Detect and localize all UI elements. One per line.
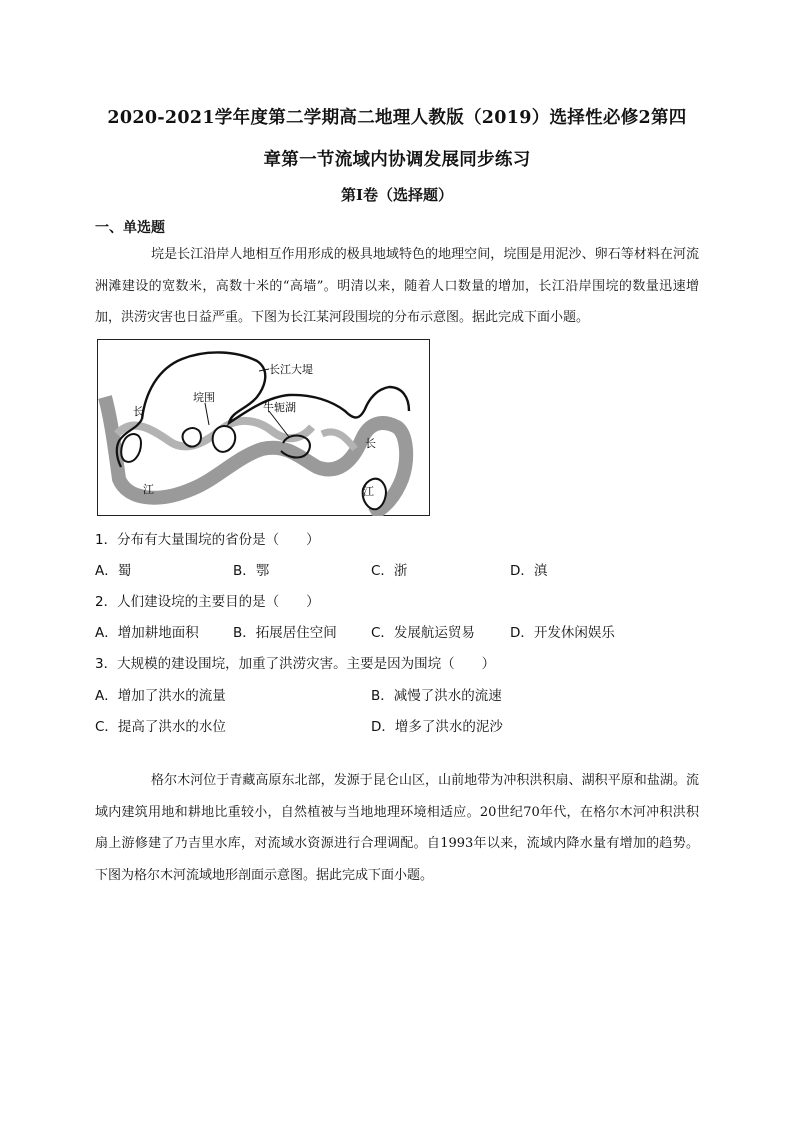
- label-chang-left: 长: [133, 405, 144, 418]
- label-dike: 长江大堤: [269, 363, 313, 376]
- q2-option-b[interactable]: B．拓展居住空间: [233, 625, 337, 641]
- question-3: 3．大规模的建设围垸，加重了洪涝灾害。主要是因为围垸（ ）: [95, 656, 496, 672]
- q1-option-d[interactable]: D．滇: [510, 563, 548, 579]
- q1-option-c[interactable]: C．浙: [371, 563, 408, 579]
- polder-2: [183, 428, 201, 446]
- question-1: 1．分布有大量围垸的省份是（ ）: [95, 532, 320, 548]
- label-jiang-left: 江: [143, 483, 154, 496]
- label-chang-right: 长: [365, 437, 376, 450]
- label-polder: 垸围: [193, 391, 215, 404]
- q2-option-d[interactable]: D．开发休闲娱乐: [510, 625, 615, 641]
- yangtze-polder-map: [97, 339, 430, 516]
- label-jiang-right: 江: [363, 485, 374, 498]
- document-title-line-2: 章第一节流域内协调发展同步练习: [263, 150, 531, 170]
- q3-option-c[interactable]: C．提高了洪水的水位: [95, 719, 226, 735]
- volume-subtitle: 第I卷（选择题）: [340, 186, 454, 204]
- passage-1: [95, 239, 699, 334]
- question-2: 2．人们建设垸的主要目的是（ ）: [95, 594, 320, 610]
- q3-option-d[interactable]: D．增多了洪水的泥沙: [371, 719, 503, 735]
- q3-option-b[interactable]: B．减慢了洪水的流速: [371, 688, 502, 704]
- q1-option-a[interactable]: A．蜀: [95, 563, 132, 579]
- q3-option-a[interactable]: A．增加了洪水的流量: [95, 688, 226, 704]
- document-title-line-1: 2020-2021学年度第二学期高二地理人教版（2019）选择性必修2第四: [107, 108, 687, 128]
- passage-2-text: 格尔木河位于青藏高原东北部，发源于昆仑山区，山前地带为冲积洪积扇、湖积平原和盐湖。流域内建筑用地和耕地比重较小，自然植被与当地地理环境相适应。20世纪70年代，在格尔木河冲积洪积扇上游修建了乃吉里水库，对流域水资源进行合理调配。自1993年以来，流域内降水量有增加的趋势。下图为格尔木河流域地形剖面示意图。据此完成下面小题。: [95, 773, 699, 883]
- label-oxbow: 牛轭湖: [263, 401, 296, 414]
- q1-option-b[interactable]: B．鄂: [233, 563, 270, 579]
- q2-option-a[interactable]: A．增加耕地面积: [95, 625, 199, 641]
- passage-1-text: 垸是长江沿岸人地相互作用形成的极具地域特色的地理空间，垸围是用泥沙、卵石等材料在河流洲滩建设的宽数米，高数十米的“高墙”。明清以来，随着人口数量的增加，长江沿岸围垸的数量迅速增加，洪涝灾害也日益严重。下图为长江某河段围垸的分布示意图。据此完成下面小题。: [95, 247, 699, 325]
- polder-3: [213, 426, 236, 452]
- q2-option-c[interactable]: C．发展航运贸易: [371, 625, 475, 641]
- passage-2: [95, 765, 699, 891]
- section-heading: 一、单选题: [95, 220, 165, 236]
